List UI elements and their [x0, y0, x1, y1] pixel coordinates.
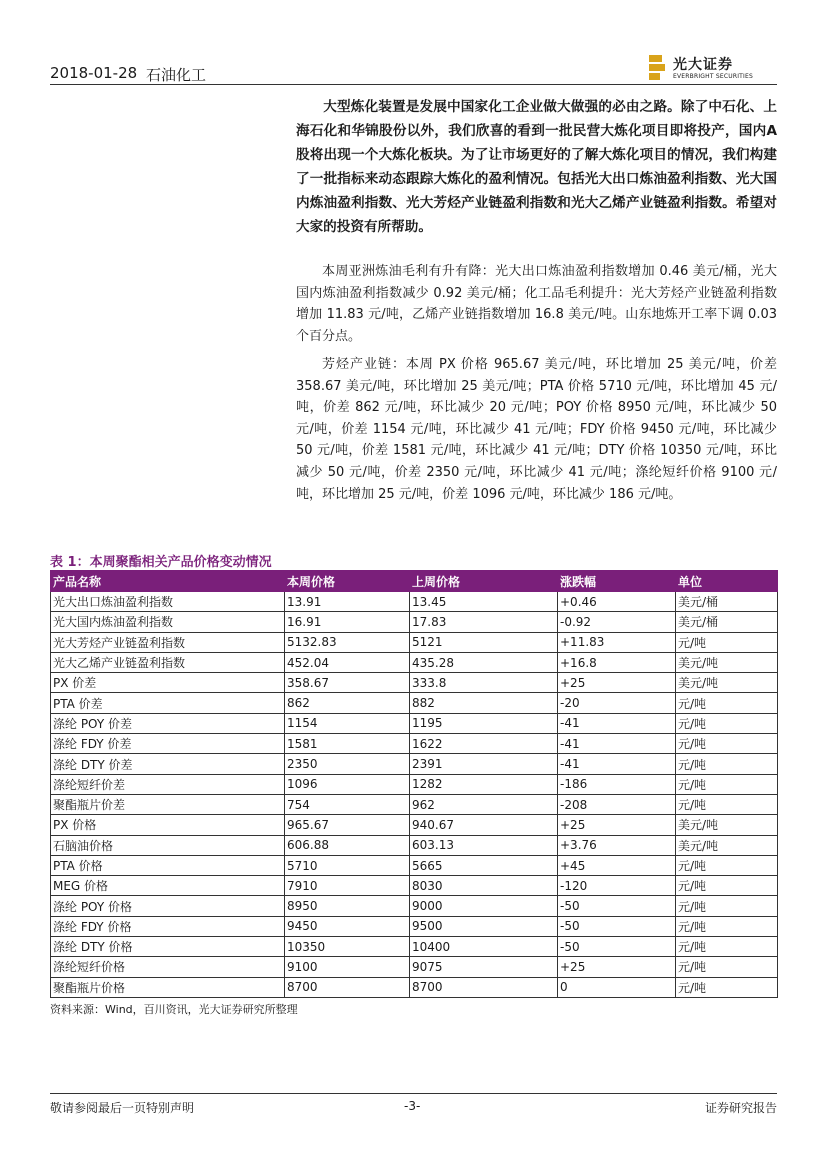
cell-change: -0.92	[558, 612, 676, 632]
col-change: 涨跌幅	[558, 571, 676, 592]
cell-unit: 元/吨	[676, 876, 778, 896]
cell-unit: 元/吨	[676, 713, 778, 733]
cell-unit: 美元/吨	[676, 673, 778, 693]
cell-last-week-price: 882	[410, 693, 558, 713]
cell-unit: 元/吨	[676, 916, 778, 936]
cell-last-week-price: 1195	[410, 713, 558, 733]
cell-last-week-price: 962	[410, 794, 558, 814]
cell-this-week-price: 965.67	[285, 815, 410, 835]
cell-change: -120	[558, 876, 676, 896]
col-product-name: 产品名称	[51, 571, 285, 592]
cell-last-week-price: 9000	[410, 896, 558, 916]
col-this-week-price: 本周价格	[285, 571, 410, 592]
cell-this-week-price: 16.91	[285, 612, 410, 632]
cell-change: -50	[558, 916, 676, 936]
cell-this-week-price: 1154	[285, 713, 410, 733]
cell-product-name: 聚酯瓶片价格	[51, 977, 285, 997]
cell-this-week-price: 2350	[285, 754, 410, 774]
cell-change: -186	[558, 774, 676, 794]
cell-unit: 元/吨	[676, 774, 778, 794]
cell-this-week-price: 10350	[285, 937, 410, 957]
cell-last-week-price: 940.67	[410, 815, 558, 835]
cell-unit: 元/吨	[676, 693, 778, 713]
col-last-week-price: 上周价格	[410, 571, 558, 592]
cell-unit: 元/吨	[676, 632, 778, 652]
cell-last-week-price: 10400	[410, 937, 558, 957]
page-number: -3-	[404, 1099, 421, 1113]
report-sector: 石油化工	[146, 66, 207, 84]
cell-this-week-price: 358.67	[285, 673, 410, 693]
table-row	[51, 612, 778, 632]
table-row	[51, 794, 778, 814]
table-row	[51, 774, 778, 794]
cell-this-week-price: 13.91	[285, 592, 410, 612]
table-row	[51, 896, 778, 916]
cell-product-name: 光大芳烃产业链盈利指数	[51, 632, 285, 652]
cell-unit: 元/吨	[676, 794, 778, 814]
cell-change: -20	[558, 693, 676, 713]
cell-this-week-price: 5710	[285, 855, 410, 875]
cell-unit: 美元/桶	[676, 592, 778, 612]
cell-product-name: 涤纶 POY 价差	[51, 713, 285, 733]
table-row	[51, 693, 778, 713]
footer-disclaimer: 敬请参阅最后一页特别声明	[50, 1101, 195, 1115]
cell-last-week-price: 9075	[410, 957, 558, 977]
cell-product-name: 光大国内炼油盈利指数	[51, 612, 285, 632]
cell-product-name: 光大乙烯产业链盈利指数	[51, 652, 285, 672]
aromatics-chain-paragraph: 芳烃产业链：本周 PX 价格 965.67 美元/吨，环比增加 25 美元/吨，价差 358.67 美元/吨，环比增加 25 美元/吨；PTA 价格 5710 元/吨，环比增加 45 元/吨，价差 862 元/吨，环比减少 20 元/吨；POY 价格 8950 元/吨，环比减少 50 元/吨，价差 1154 元/吨，环比减少 41 元/吨；FDY 价格 9450 元/吨，环比减少 50 元/吨，价差 1581 元/吨，环比减少 41 元/吨；DTY 价格 10350 元/吨，环比减少 50 元/吨，价差 2350 元/吨，环比减少 41 元/吨；涤纶短纤价格 9100 元/吨，环比增加 25 元/吨，价差 1096 元/吨，环比减少 186 元/吨。	[296, 357, 777, 502]
table-row	[51, 632, 778, 652]
cell-product-name: 石脑油价格	[51, 835, 285, 855]
table-body	[51, 592, 778, 998]
cell-this-week-price: 7910	[285, 876, 410, 896]
table-caption: 表 1：本周聚酯相关产品价格变动情况	[50, 555, 272, 570]
cell-product-name: 涤纶 FDY 价格	[51, 916, 285, 936]
cell-this-week-price: 8950	[285, 896, 410, 916]
cell-change: -41	[558, 754, 676, 774]
cell-last-week-price: 5121	[410, 632, 558, 652]
table-row	[51, 876, 778, 896]
table-header-row	[51, 571, 778, 592]
cell-unit: 元/吨	[676, 855, 778, 875]
cell-last-week-price: 1282	[410, 774, 558, 794]
page-header	[50, 56, 777, 84]
cell-change: +3.76	[558, 835, 676, 855]
cell-last-week-price: 8700	[410, 977, 558, 997]
logo-text-en: EVERBRIGHT SECURITIES	[673, 73, 753, 80]
cell-product-name: MEG 价格	[51, 876, 285, 896]
cell-this-week-price: 1581	[285, 734, 410, 754]
cell-product-name: 聚酯瓶片价差	[51, 794, 285, 814]
footer-divider	[50, 1093, 777, 1094]
table-row	[51, 957, 778, 977]
cell-last-week-price: 8030	[410, 876, 558, 896]
cell-unit: 元/吨	[676, 896, 778, 916]
cell-last-week-price: 1622	[410, 734, 558, 754]
cell-product-name: PX 价格	[51, 815, 285, 835]
price-table	[50, 570, 778, 998]
table-row	[51, 855, 778, 875]
table-row	[51, 592, 778, 612]
cell-unit: 元/吨	[676, 957, 778, 977]
col-unit: 单位	[676, 571, 778, 592]
cell-change: +25	[558, 957, 676, 977]
logo-text-cn: 光大证券	[673, 57, 733, 73]
cell-unit: 美元/吨	[676, 815, 778, 835]
cell-unit: 元/吨	[676, 937, 778, 957]
cell-last-week-price: 435.28	[410, 652, 558, 672]
cell-change: -50	[558, 896, 676, 916]
table-row	[51, 673, 778, 693]
report-date: 2018-01-28	[50, 64, 138, 82]
table-row	[51, 734, 778, 754]
table-row	[51, 713, 778, 733]
cell-this-week-price: 9100	[285, 957, 410, 977]
cell-change: +16.8	[558, 652, 676, 672]
cell-product-name: 涤纶 DTY 价格	[51, 937, 285, 957]
cell-last-week-price: 9500	[410, 916, 558, 936]
cell-this-week-price: 606.88	[285, 835, 410, 855]
cell-this-week-price: 452.04	[285, 652, 410, 672]
cell-change: +11.83	[558, 632, 676, 652]
footer-report-type: 证券研究报告	[704, 1101, 777, 1115]
header-divider	[50, 84, 777, 85]
cell-product-name: PTA 价格	[51, 855, 285, 875]
table-row	[51, 815, 778, 835]
cell-unit: 元/吨	[676, 977, 778, 997]
cell-product-name: 光大出口炼油盈利指数	[51, 592, 285, 612]
cell-change: +25	[558, 673, 676, 693]
intro-summary: 大型炼化装置是发展中国家化工企业做大做强的必由之路。除了中石化、上海石化和华锦股份以外，我们欣喜的看到一批民营大炼化项目即将投产，国内A股将出现一个大炼化板块。为了让市场更好的了解大炼化项目的情况，我们构建了一批指标来动态跟踪大炼化的盈利情况。包括光大出口炼油盈利指数、光大国内炼油盈利指数、光大芳烃产业链盈利指数和光大乙烯产业链盈利指数。希望对大家的投资有所帮助。	[296, 99, 777, 235]
cell-change: -208	[558, 794, 676, 814]
cell-unit: 美元/桶	[676, 612, 778, 632]
cell-this-week-price: 862	[285, 693, 410, 713]
cell-unit: 元/吨	[676, 734, 778, 754]
cell-change: -50	[558, 937, 676, 957]
table-row	[51, 916, 778, 936]
cell-last-week-price: 2391	[410, 754, 558, 774]
cell-change: +0.46	[558, 592, 676, 612]
cell-product-name: PTA 价差	[51, 693, 285, 713]
cell-product-name: 涤纶 DTY 价差	[51, 754, 285, 774]
cell-unit: 元/吨	[676, 754, 778, 774]
table-row	[51, 977, 778, 997]
cell-last-week-price: 333.8	[410, 673, 558, 693]
table-row	[51, 652, 778, 672]
cell-this-week-price: 8700	[285, 977, 410, 997]
cell-last-week-price: 17.83	[410, 612, 558, 632]
cell-change: +45	[558, 855, 676, 875]
cell-product-name: 涤纶短纤价差	[51, 774, 285, 794]
logo-mark-icon	[647, 54, 667, 82]
cell-last-week-price: 603.13	[410, 835, 558, 855]
cell-product-name: 涤纶 POY 价格	[51, 896, 285, 916]
cell-change: +25	[558, 815, 676, 835]
table-row	[51, 835, 778, 855]
cell-unit: 美元/吨	[676, 835, 778, 855]
cell-this-week-price: 9450	[285, 916, 410, 936]
table-source: 资料来源：Wind，百川资讯，光大证券研究所整理	[50, 1003, 298, 1016]
cell-unit: 美元/吨	[676, 652, 778, 672]
cell-product-name: PX 价差	[51, 673, 285, 693]
cell-last-week-price: 13.45	[410, 592, 558, 612]
cell-this-week-price: 1096	[285, 774, 410, 794]
cell-change: -41	[558, 713, 676, 733]
table-row	[51, 937, 778, 957]
table-row	[51, 754, 778, 774]
cell-last-week-price: 5665	[410, 855, 558, 875]
cell-change: -41	[558, 734, 676, 754]
cell-change: 0	[558, 977, 676, 997]
company-logo	[647, 52, 777, 86]
cell-this-week-price: 754	[285, 794, 410, 814]
cell-product-name: 涤纶短纤价格	[51, 957, 285, 977]
cell-product-name: 涤纶 FDY 价差	[51, 734, 285, 754]
weekly-margin-paragraph: 本周亚洲炼油毛利有升有降：光大出口炼油盈利指数增加 0.46 美元/桶，光大国内炼油盈利指数减少 0.92 美元/桶；化工品毛利提升：光大芳烃产业链盈利指数增加 11.83 元/吨，乙烯产业链指数增加 16.8 美元/吨。山东地炼开工率下调 0.03 个百分点。	[296, 264, 777, 344]
cell-this-week-price: 5132.83	[285, 632, 410, 652]
